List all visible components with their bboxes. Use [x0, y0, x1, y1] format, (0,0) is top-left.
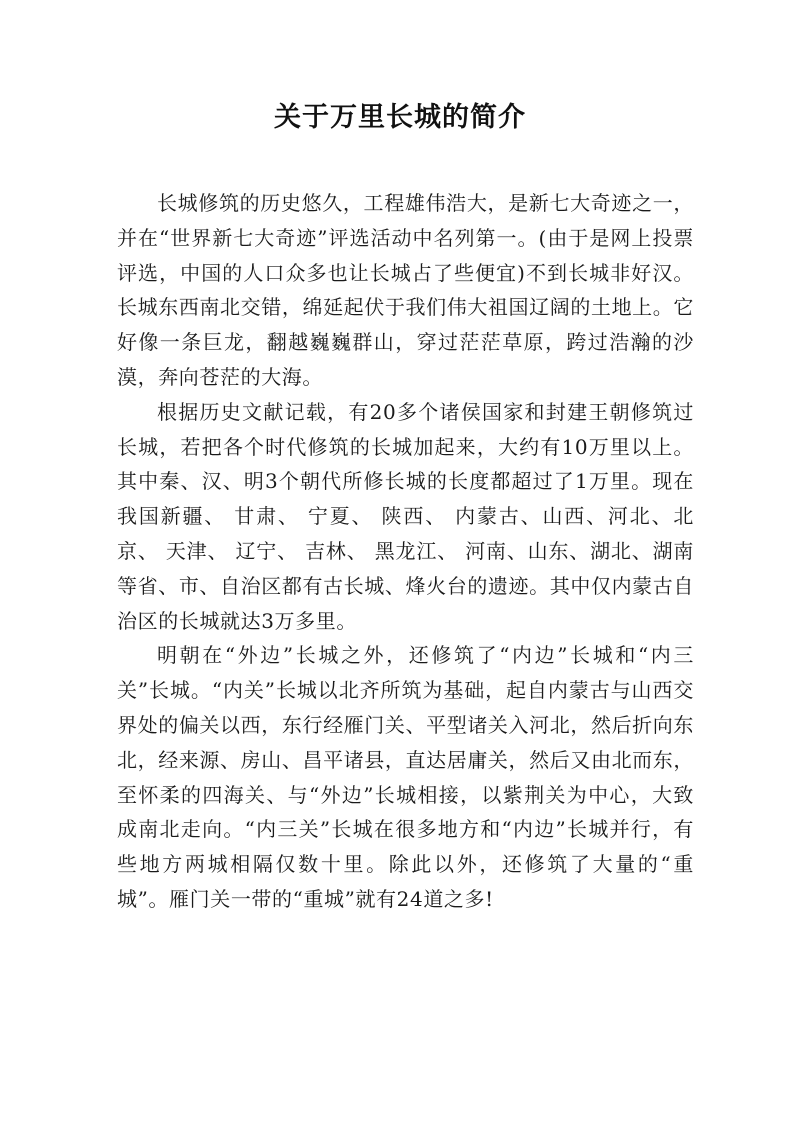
- paragraph-2: 根据历史文献记载，有20多个诸侯国家和封建王朝修筑过长城，若把各个时代修筑的长城加起来，大约有10万里以上。其中秦、汉、明3个朝代所修长城的长度都超过了1万里。现在我国新疆、 甘肃、 宁夏、 陕西、 内蒙古、山西、河北、北京、 天津、 辽宁、 吉林、 黑龙江、 河南、山东、湖北、湖南等省、市、自治区都有古长城、烽火台的遗迹。其中仅内蒙古自治区的长城就达3万多里。: [117, 399, 694, 633]
- document-body: [117, 186, 694, 917]
- paragraph-1: 长城修筑的历史悠久，工程雄伟浩大，是新七大奇迹之一，并在“世界新七大奇迹”评选活动中名列第一。(由于是网上投票评选，中国的人口众多也让长城占了些便宜)不到长城非好汉。长城东西南北交错，绵延起伏于我们伟大祖国辽阔的土地上。它好像一条巨龙，翻越巍巍群山，穿过茫茫草原，跨过浩瀚的沙漠，奔向苍茫的大海。: [117, 191, 694, 389]
- document-title: 关于万里长城的简介: [274, 102, 526, 133]
- paragraph-3: 明朝在“外边”长城之外，还修筑了“内边”长城和“内三关”长城。“内关”长城以北齐所筑为基础，起自内蒙古与山西交界处的偏关以西，东行经雁门关、平型诸关入河北，然后折向东北，经来源、房山、昌平诸县，直达居庸关，然后又由北而东，至怀柔的四海关、与“外边”长城相接，以紫荆关为中心，大致成南北走向。“内三关”长城在很多地方和“内边”长城并行，有些地方两城相隔仅数十里。除此以外，还修筑了大量的“重城”。雁门关一带的“重城”就有24道之多!: [117, 643, 694, 911]
